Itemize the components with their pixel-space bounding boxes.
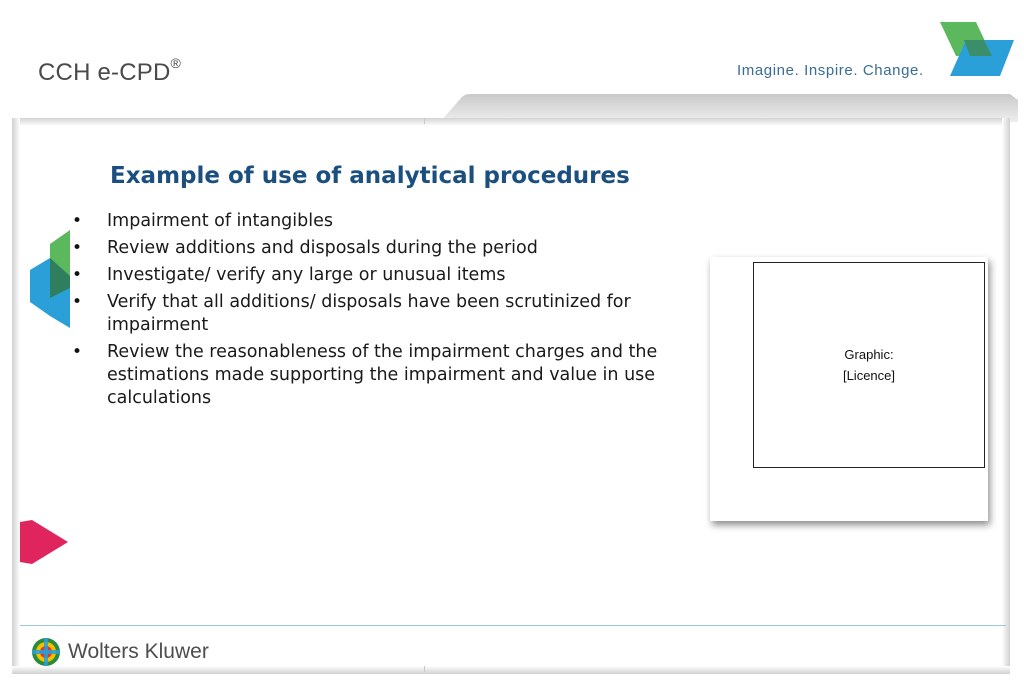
bullet-list <box>72 210 692 414</box>
left-decorative-shapes <box>30 230 72 330</box>
frame-bottom-tick <box>424 666 425 672</box>
bullet-item: • Review the reasonableness of the impairment charges and the estimations made supporting the impairment and value in use calculations <box>72 341 692 410</box>
frame-left-edge <box>12 118 20 674</box>
wolters-kluwer-globe-icon <box>30 636 62 668</box>
graphic-placeholder <box>753 262 985 468</box>
registered-mark: ® <box>170 55 181 71</box>
graphic-licence: [Licence] <box>842 368 896 383</box>
graphic-label: Graphic: <box>844 347 894 362</box>
brand-chevron-logo <box>930 18 1020 80</box>
brand-name <box>38 55 181 87</box>
pink-arrow-shape <box>20 520 70 564</box>
bullet-item: • Review additions and disposals during the period <box>72 237 692 260</box>
tagline: Imagine. Inspire. Change. <box>737 62 924 79</box>
bullet-item: • Verify that all additions/ disposals have been scrutinized for impairment <box>72 291 692 337</box>
bullet-item: • Investigate/ verify any large or unusual items <box>72 264 692 287</box>
frame-bottom-edge <box>12 666 1010 674</box>
slide-title: Example of use of analytical procedures <box>110 163 630 189</box>
brand-text: CCH e-CPD <box>38 59 171 86</box>
footer-divider <box>20 625 1006 626</box>
frame-top-edge <box>14 118 1009 126</box>
frame-top-tick <box>424 118 425 124</box>
bullet-item: • Impairment of intangibles <box>72 210 692 233</box>
footer-company-name: Wolters Kluwer <box>68 640 209 663</box>
frame-right-edge <box>1002 118 1010 674</box>
